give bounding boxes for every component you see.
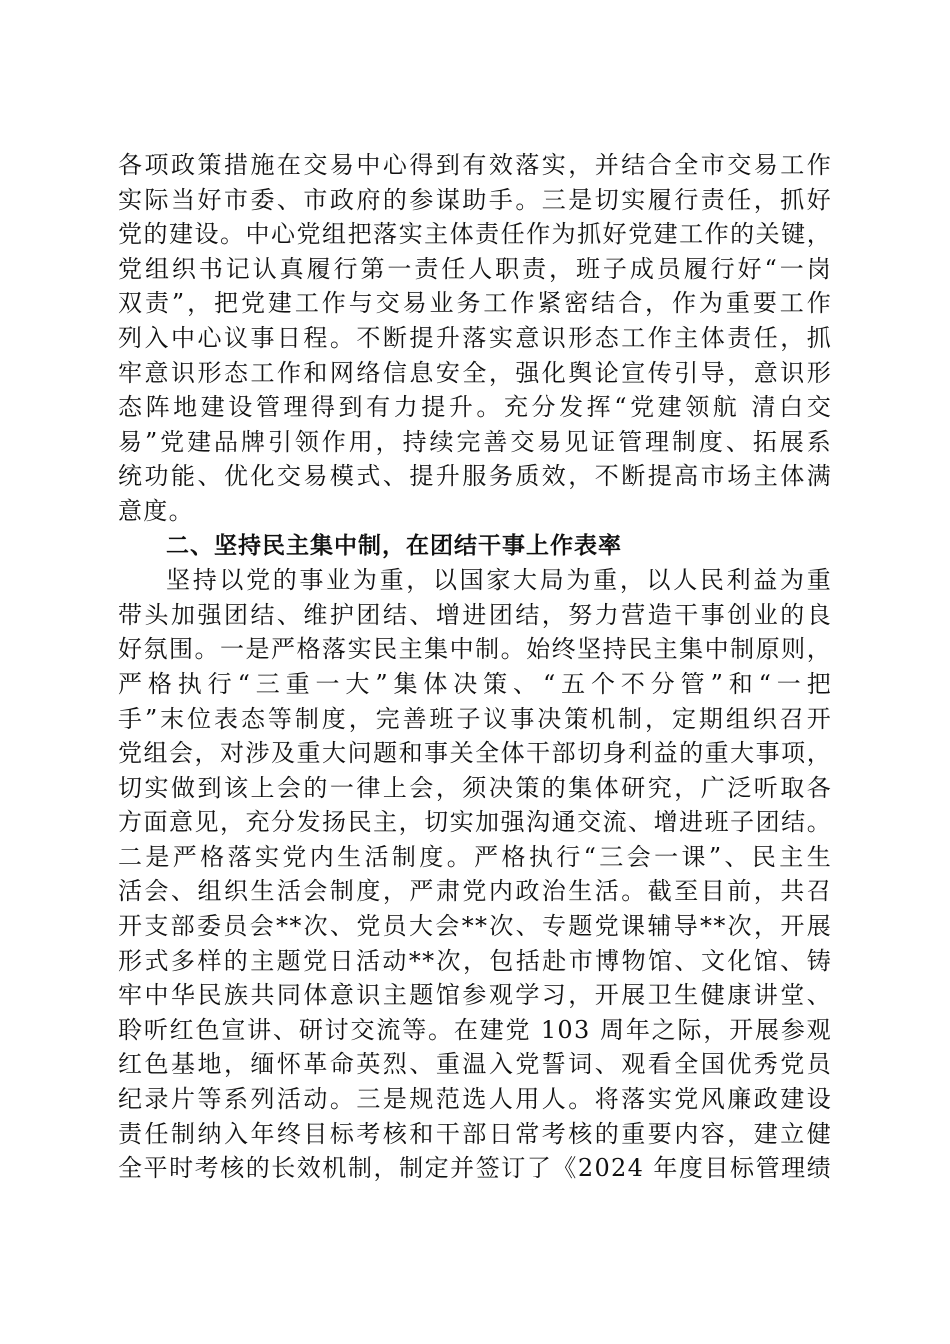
text-line: 开支部委员会**次、党员大会**次、专题党课辅导**次，开展 [118,912,832,941]
text-line: 好氛围。一是严格落实民主集中制。始终坚持民主集中制原则， [118,635,832,664]
text-line: 形式多样的主题党日活动**次，包括赴市博物馆、文化馆、铸 [118,946,832,975]
text-line: 纪录片等系列活动。三是规范选人用人。将落实党风廉政建设 [118,1085,832,1114]
text-line: 二是严格落实党内生活制度。严格执行“三会一课”、民主生 [118,842,832,871]
section-heading: 二、坚持民主集中制，在团结干事上作表率 [166,532,622,559]
text-line: 责任制纳入年终目标考核和干部日常考核的重要内容，建立健 [118,1119,832,1148]
text-line: 严格执行“三重一大”集体决策、“五个不分管”和“一把 [118,669,832,698]
text-line: 态阵地建设管理得到有力提升。充分发挥“党建领航 清白交 [118,393,832,422]
text-line: 列入中心议事日程。不断提升落实意识形态工作主体责任，抓 [118,323,832,352]
text-line: 坚持以党的事业为重，以国家大局为重，以人民利益为重 [166,566,832,595]
text-line: 易”党建品牌引领作用，持续完善交易见证管理制度、拓展系 [118,427,832,456]
text-line: 实际当好市委、市政府的参谋助手。三是切实履行责任，抓好 [118,185,832,214]
text-line: 方面意见，充分发扬民主，切实加强沟通交流、增进班子团结。 [118,808,832,837]
text-line: 党组织书记认真履行第一责任人职责，班子成员履行好“一岗 [118,254,832,283]
text-line: 意度。 [118,496,194,525]
text-line: 双责”，把党建工作与交易业务工作紧密结合，作为重要工作 [118,289,832,318]
text-line: 各项政策措施在交易中心得到有效落实，并结合全市交易工作 [118,151,832,179]
text-line: 红色基地，缅怀革命英烈、重温入党誓词、观看全国优秀党员 [118,1050,832,1079]
paragraph-democratic-centralism [118,563,832,1186]
text-line: 党的建设。中心党组把落实主体责任作为抓好党建工作的关键， [118,220,832,249]
text-line: 切实做到该上会的一律上会，须决策的集体研究，广泛听取各 [118,773,832,802]
text-line: 聆听红色宣讲、研讨交流等。在建党 103 周年之际，开展参观 [118,1015,832,1044]
text-line: 全平时考核的长效机制，制定并签订了《2024 年度目标管理绩 [118,1154,832,1183]
text-line: 统功能、优化交易模式、提升服务质效，不断提高市场主体满 [118,462,832,491]
document-body [118,148,832,1186]
text-line: 牢中华民族共同体意识主题馆参观学习，开展卫生健康讲堂、 [118,981,832,1010]
text-line: 带头加强团结、维护团结、增进团结，努力营造干事创业的良 [118,600,832,629]
text-line: 活会、组织生活会制度，严肃党内政治生活。截至目前，共召 [118,877,832,906]
text-line: 党组会，对涉及重大问题和事关全体干部切身利益的重大事项， [118,739,832,768]
text-line: 手”末位表态等制度，完善班子议事决策机制，定期组织召开 [118,704,832,733]
text-line: 牢意识形态工作和网络信息安全，强化舆论宣传引导，意识形 [118,358,832,387]
paragraph-party-building [118,148,832,529]
